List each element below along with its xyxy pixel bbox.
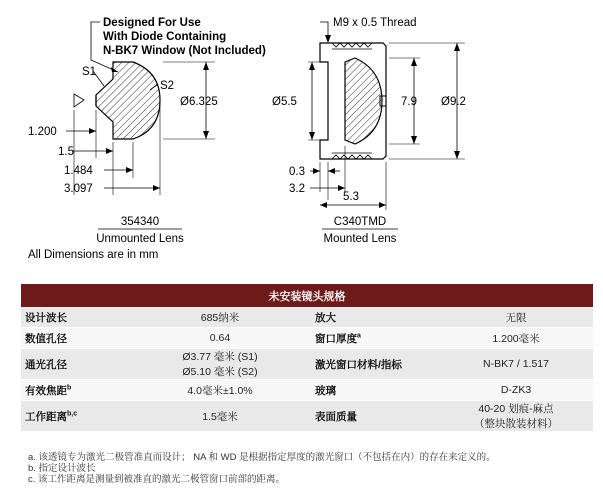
mounted-lens-drawing — [272, 17, 466, 245]
mounted-caption: Mounted Lens — [323, 233, 397, 245]
spec-value-left: 4.0毫米±1.0% — [129, 380, 311, 401]
spec-value-right: 1.200毫米 — [439, 328, 593, 349]
spec-key-left: 有效焦距$^b$ — [21, 380, 129, 401]
dim-5-5: Ø5.5 — [272, 96, 297, 108]
s2-label: S2 — [160, 80, 175, 92]
spec-row — [21, 349, 593, 380]
spec-value-right: 无限 — [439, 307, 593, 328]
unmounted-part-number: 354340 — [120, 216, 160, 228]
spec-key-right: 表面质量 — [311, 401, 439, 432]
spec-row — [21, 401, 593, 432]
dim-5-3: 5.3 — [343, 191, 359, 203]
spec-key-right: 放大 — [311, 307, 439, 328]
dim-3097: 3.097 — [64, 183, 93, 195]
footnote-b: b. 指定设计波长 — [28, 463, 96, 474]
spec-key-left: 数值孔径 — [21, 328, 129, 349]
s1-label: S1 — [82, 66, 97, 78]
spec-value-left: 1.5毫米 — [129, 401, 311, 432]
spec-key-left: 通光孔径 — [21, 349, 129, 380]
dim-1200: 1.200 — [28, 126, 57, 138]
dim-0-3: 0.3 — [289, 166, 305, 178]
spec-value-right: 40-20 划痕-麻点 （整块散装材料） — [439, 401, 593, 432]
spec-value-left: 685纳米 — [129, 307, 311, 328]
dim-1484: 1.484 — [64, 165, 93, 177]
thread-callout: M9 x 0.5 Thread — [333, 17, 417, 29]
spec-key-right: 玻璃 — [311, 380, 439, 401]
spec-key-right: 窗口厚度$^a$ — [311, 328, 439, 349]
dim-9-2: Ø9.2 — [441, 96, 466, 108]
lens-body — [96, 62, 160, 139]
spec-value-left: 0.64 — [129, 328, 311, 349]
dim-1-5: 1.5 — [58, 146, 74, 158]
spec-row — [21, 380, 593, 401]
mounted-lens-body — [345, 58, 382, 144]
spec-table — [21, 284, 593, 432]
mounted-part-number: C340TMD — [333, 216, 387, 228]
spec-value-left: Ø3.77 毫米 (S1) Ø5.10 毫米 (S2) — [129, 349, 311, 380]
callout-line-1: Designed For Use — [103, 17, 201, 29]
dim-7-9: 7.9 — [401, 96, 417, 108]
spec-value-right: D-ZK3 — [439, 380, 593, 401]
footnotes — [28, 452, 496, 485]
callout-line-3: N-BK7 Window (Not Included) — [103, 45, 266, 57]
spec-row — [21, 307, 593, 328]
units-note: All Dimensions are in mm — [28, 249, 159, 261]
spec-key-right: 激光窗口材料/指标 — [311, 349, 439, 380]
footnote-c: c. 该工作距离是测量到被准直的激光二极管窗口前部的距离。 — [28, 474, 286, 485]
unmounted-lens-drawing — [28, 17, 266, 261]
spec-key-left: 工作距离$^{b,c}$ — [21, 401, 129, 432]
unmounted-caption: Unmounted Lens — [96, 233, 184, 245]
dim-3-2: 3.2 — [289, 183, 305, 195]
lens-diameter-dim: Ø6.325 — [180, 96, 218, 108]
callout-line-2: With Diode Containing — [103, 31, 227, 43]
footnote-a: a. 该透镜专为激光二极管准直而设计； NA 和 WD 是根据指定厚度的激光窗口（不包括在内）的存在来定义的。 — [28, 452, 496, 463]
spec-row — [21, 328, 593, 349]
spec-table-title: 未安装镜头规格 — [21, 284, 593, 307]
spec-value-right: N-BK7 / 1.517 — [439, 349, 593, 380]
spec-key-left: 设计波长 — [21, 307, 129, 328]
